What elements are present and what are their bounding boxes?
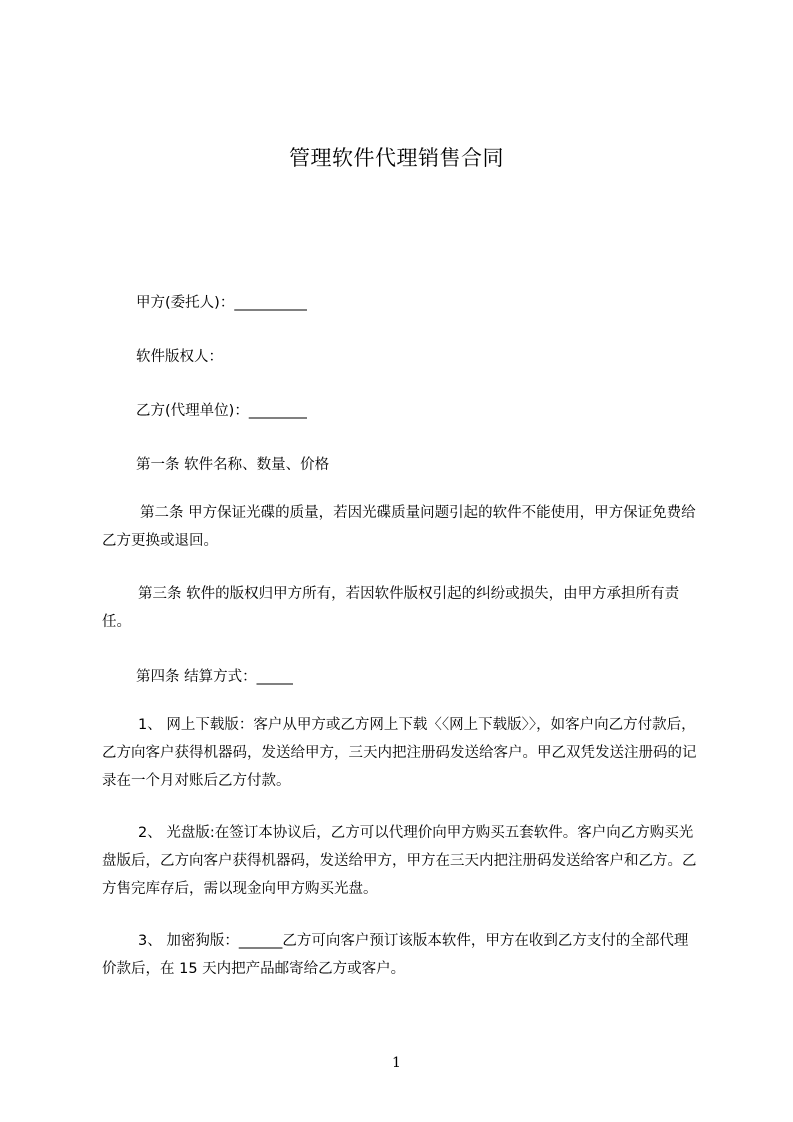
party-b-line: 乙方(代理单位)：________ <box>136 403 307 419</box>
document-title: 管理软件代理销售合同 <box>289 146 504 170</box>
article-1-heading: 第一条 软件名称、数量、价格 <box>136 457 330 473</box>
party-a-line: 甲方(委托人)：__________ <box>136 295 307 311</box>
payment-item-download: 1、 网上下载版：客户从甲方或乙方网上下载〈〈网上下载版〉〉，如客户向乙方付款后，乙方向客户获得机器码，发送给甲方，三天内把注册码发送给客户。甲乙双凭发送注册码的记录在一个月对账后乙方付款。 <box>102 717 697 789</box>
payment-item-disc: 2、 光盘版:在签订本协议后，乙方可以代理价向甲方购买五套软件。客户向乙方购买光盘版后，乙方向客户获得机器码，发送给甲方，甲方在三天内把注册码发送给客户和乙方。乙方售完库存后，需以现金向甲方购买光盘。 <box>102 825 697 897</box>
article-4-heading: 第四条 结算方式：_____ <box>136 669 293 685</box>
page-number: 1 <box>392 1055 401 1071</box>
copyright-holder-line: 软件版权人： <box>136 349 223 365</box>
article-2-paragraph: 第二条 甲方保证光碟的质量，若因光碟质量问题引起的软件不能使用，甲方保证免费给乙方更换或退回。 <box>102 505 696 549</box>
payment-item-dongle: 3、 加密狗版：______乙方可向客户预订该版本软件，甲方在收到乙方支付的全部代理价款后，在 15 天内把产品邮寄给乙方或客户。 <box>102 933 689 977</box>
article-3-paragraph: 第三条 软件的版权归甲方所有，若因软件版权引起的纠纷或损失，由甲方承担所有责任。 <box>102 586 680 630</box>
